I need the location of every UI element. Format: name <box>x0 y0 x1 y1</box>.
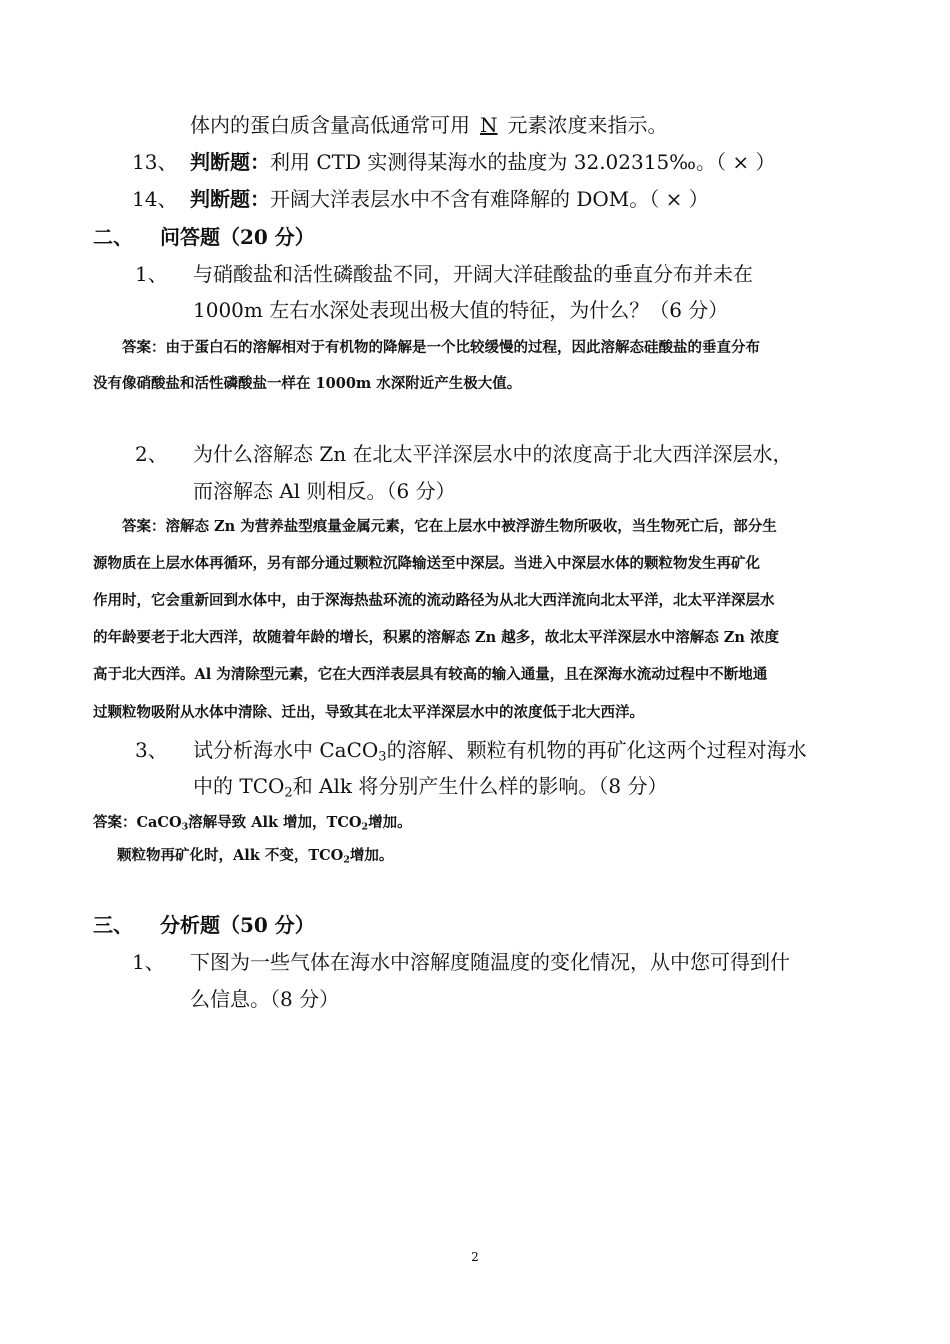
s2-q2-answer-line3: 作用时，它会重新回到水体中，由于深海热盐环流的流动路径为从北大西洋流向北太平洋，北太平洋深层水 <box>93 592 775 609</box>
s2-q2-answer-line2: 源物质在上层水体再循环，另有部分通过颗粒沉降输送至中深层。当进入中深层水体的颗粒物发生再矿化 <box>93 555 760 572</box>
answer-part: 答案：CaCO <box>93 814 182 831</box>
s2-q3-number: 3、 <box>135 738 168 762</box>
continuation-line <box>190 112 668 138</box>
subscript: 3 <box>181 821 189 833</box>
subscript: 2 <box>284 785 293 801</box>
s2-q3-line2-part-a: 中的 TCO <box>193 774 285 798</box>
section-3-title: 分析题（50 分） <box>160 913 315 937</box>
s2-q2-line1: 为什么溶解态 Zn 在北太平洋深层水中的浓度高于北大西洋深层水， <box>193 442 793 466</box>
question-14 <box>190 186 709 212</box>
subscript: 3 <box>378 749 387 765</box>
subscript: 2 <box>343 854 350 866</box>
line-text-after: 元素浓度来指示。 <box>507 113 668 137</box>
s2-q3-line1-part-a: 试分析海水中 CaCO <box>193 738 379 762</box>
s2-q3-line1 <box>193 737 807 770</box>
s2-q2-answer-line6: 过颗粒物吸附从水体中清除、迁出，导致其在北太平洋深层水中的浓度低于北大西洋。 <box>93 704 644 721</box>
s2-q2-number: 2、 <box>135 442 168 466</box>
question-13-text: 利用 CTD 实测得某海水的盐度为 32.02315‰。（ × ） <box>270 150 776 174</box>
s2-q2-answer-line5: 高于北大西洋。Al 为清除型元素，它在大西洋表层具有较高的输入通量，且在深海水流动过程中不断地通 <box>93 666 768 683</box>
judgement-label: 判断题： <box>190 187 270 211</box>
s2-q2-line2: 而溶解态 Al 则相反。（6 分） <box>193 479 456 503</box>
answer-blank: N <box>480 113 498 137</box>
answer-part: 增加。 <box>349 847 394 864</box>
s2-q3-line2-part-b: 和 Alk 将分别产生什么样的影响。（8 分） <box>292 774 668 798</box>
s2-q3-line2 <box>193 773 667 806</box>
s2-q3-answer-line2 <box>117 846 393 870</box>
s2-q2-answer-line1: 答案：溶解态 Zn 为营养盐型痕量金属元素，它在上层水中被浮游生物所吸收，当生物死亡后，部分生 <box>122 518 777 535</box>
page-number: 2 <box>471 1250 479 1264</box>
question-14-text: 开阔大洋表层水中不含有难降解的 DOM。（ × ） <box>270 187 709 211</box>
s2-q1-line2: 1000m 左右水深处表现出极大值的特征，为什么？（6 分） <box>193 298 729 322</box>
section-3-number: 三、 <box>93 913 133 937</box>
s2-q1-number: 1、 <box>135 262 168 286</box>
s3-q1-line1: 下图为一些气体在海水中溶解度随温度的变化情况，从中您可得到什 <box>190 950 790 974</box>
section-2-number: 二、 <box>93 225 133 249</box>
s2-q1-answer-line2: 没有像硝酸盐和活性磷酸盐一样在 1000m 水深附近产生极大值。 <box>93 375 522 392</box>
s2-q3-line1-part-b: 的溶解、颗粒有机物的再矿化这两个过程对海水 <box>386 738 807 762</box>
answer-part: 增加。 <box>368 814 412 831</box>
judgement-label: 判断题： <box>190 150 270 174</box>
s2-q2-answer-line4: 的年龄要老于北大西洋，故随着年龄的增长，积累的溶解态 Zn 越多，故北太平洋深层水中溶解态 Zn 浓度 <box>93 629 779 646</box>
s3-q1-line2: 么信息。（8 分） <box>190 987 340 1011</box>
s2-q1-line1: 与硝酸盐和活性磷酸盐不同，开阔大洋硅酸盐的垂直分布并未在 <box>193 262 753 286</box>
s2-q3-answer-line1 <box>93 813 412 837</box>
section-2-title: 问答题（20 分） <box>160 225 315 249</box>
answer-part: 颗粒物再矿化时，Alk 不变，TCO <box>117 847 344 864</box>
question-13-number: 13、 <box>132 150 178 174</box>
answer-part: 溶解导致 Alk 增加，TCO <box>188 814 362 831</box>
question-13 <box>190 149 776 175</box>
s3-q1-number: 1、 <box>132 950 165 974</box>
s2-q1-answer-line1: 答案：由于蛋白石的溶解相对于有机物的降解是一个比较缓慢的过程，因此溶解态硅酸盐的垂直分布 <box>122 339 760 356</box>
line-text-before: 体内的蛋白质含量高低通常可用 <box>190 113 470 137</box>
subscript: 2 <box>361 821 369 833</box>
question-14-number: 14、 <box>132 187 178 211</box>
